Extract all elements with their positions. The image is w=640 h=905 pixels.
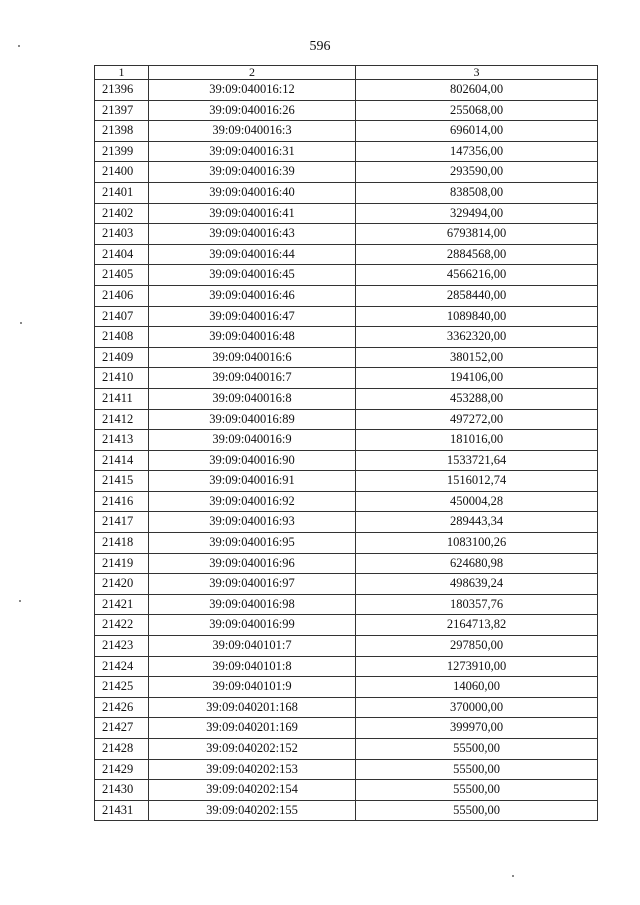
cadastral-number-cell: 39:09:040016:90	[149, 450, 356, 471]
cadastral-value-cell: 2858440,00	[356, 285, 598, 306]
cadastral-number-cell: 39:09:040201:168	[149, 697, 356, 718]
cadastral-number-cell: 39:09:040016:40	[149, 182, 356, 203]
cadastral-value-cell: 14060,00	[356, 677, 598, 698]
table-row	[95, 491, 598, 512]
row-number-cell: 21405	[95, 265, 149, 286]
cadastral-value-cell: 255068,00	[356, 100, 598, 121]
table-row	[95, 677, 598, 698]
page-number: 596	[309, 39, 331, 54]
table-row	[95, 203, 598, 224]
cadastral-value-cell: 1516012,74	[356, 471, 598, 492]
cadastral-number-cell: 39:09:040016:39	[149, 162, 356, 183]
cadastral-value-cell: 329494,00	[356, 203, 598, 224]
table-row	[95, 347, 598, 368]
table-row	[95, 162, 598, 183]
cadastral-number-cell: 39:09:040016:91	[149, 471, 356, 492]
cadastral-value-table-container	[94, 65, 597, 821]
row-number-cell: 21413	[95, 430, 149, 451]
cadastral-number-cell: 39:09:040101:7	[149, 636, 356, 657]
cadastral-value-cell: 297850,00	[356, 636, 598, 657]
table-row	[95, 574, 598, 595]
cadastral-value-table	[94, 65, 598, 821]
cadastral-number-cell: 39:09:040016:48	[149, 327, 356, 348]
row-number-cell: 21422	[95, 615, 149, 636]
column-header-1: 1	[95, 66, 149, 80]
cadastral-value-cell: 838508,00	[356, 182, 598, 203]
table-row	[95, 182, 598, 203]
scan-speck	[18, 45, 20, 47]
table-row	[95, 224, 598, 245]
row-number-cell: 21425	[95, 677, 149, 698]
cadastral-number-cell: 39:09:040016:26	[149, 100, 356, 121]
cadastral-value-cell: 147356,00	[356, 141, 598, 162]
cadastral-number-cell: 39:09:040016:6	[149, 347, 356, 368]
row-number-cell: 21409	[95, 347, 149, 368]
row-number-cell: 21412	[95, 409, 149, 430]
table-row	[95, 327, 598, 348]
row-number-cell: 21427	[95, 718, 149, 739]
row-number-cell: 21414	[95, 450, 149, 471]
table-row	[95, 368, 598, 389]
row-number-cell: 21411	[95, 388, 149, 409]
cadastral-value-cell: 55500,00	[356, 780, 598, 801]
table-row	[95, 121, 598, 142]
table-row	[95, 471, 598, 492]
column-header-3: 3	[356, 66, 598, 80]
cadastral-value-cell: 453288,00	[356, 388, 598, 409]
cadastral-value-cell: 399970,00	[356, 718, 598, 739]
row-number-cell: 21404	[95, 244, 149, 265]
row-number-cell: 21415	[95, 471, 149, 492]
cadastral-value-cell: 6793814,00	[356, 224, 598, 245]
row-number-cell: 21418	[95, 533, 149, 554]
table-row	[95, 533, 598, 554]
cadastral-number-cell: 39:09:040016:92	[149, 491, 356, 512]
row-number-cell: 21431	[95, 800, 149, 821]
row-number-cell: 21419	[95, 553, 149, 574]
cadastral-value-cell: 289443,34	[356, 512, 598, 533]
cadastral-value-cell: 370000,00	[356, 697, 598, 718]
cadastral-value-cell: 3362320,00	[356, 327, 598, 348]
row-number-cell: 21402	[95, 203, 149, 224]
cadastral-value-cell: 450004,28	[356, 491, 598, 512]
table-row	[95, 80, 598, 101]
cadastral-value-cell: 55500,00	[356, 759, 598, 780]
cadastral-value-cell: 624680,98	[356, 553, 598, 574]
row-number-cell: 21406	[95, 285, 149, 306]
cadastral-value-cell: 194106,00	[356, 368, 598, 389]
row-number-cell: 21398	[95, 121, 149, 142]
cadastral-number-cell: 39:09:040016:98	[149, 594, 356, 615]
cadastral-value-cell: 2164713,82	[356, 615, 598, 636]
table-row	[95, 430, 598, 451]
table-row	[95, 718, 598, 739]
row-number-cell: 21397	[95, 100, 149, 121]
table-row	[95, 780, 598, 801]
cadastral-number-cell: 39:09:040016:31	[149, 141, 356, 162]
table-row	[95, 656, 598, 677]
row-number-cell: 21429	[95, 759, 149, 780]
column-header-2: 2	[149, 66, 356, 80]
cadastral-number-cell: 39:09:040016:12	[149, 80, 356, 101]
table-row	[95, 594, 598, 615]
table-row	[95, 388, 598, 409]
row-number-cell: 21416	[95, 491, 149, 512]
cadastral-value-cell: 1083100,26	[356, 533, 598, 554]
cadastral-number-cell: 39:09:040016:41	[149, 203, 356, 224]
cadastral-number-cell: 39:09:040016:93	[149, 512, 356, 533]
scan-speck	[19, 600, 21, 602]
cadastral-value-cell: 4566216,00	[356, 265, 598, 286]
row-number-cell: 21423	[95, 636, 149, 657]
cadastral-number-cell: 39:09:040016:99	[149, 615, 356, 636]
row-number-cell: 21421	[95, 594, 149, 615]
cadastral-number-cell: 39:09:040101:9	[149, 677, 356, 698]
cadastral-value-cell: 55500,00	[356, 739, 598, 760]
scan-speck	[512, 875, 514, 877]
table-row	[95, 244, 598, 265]
cadastral-number-cell: 39:09:040202:154	[149, 780, 356, 801]
table-row	[95, 759, 598, 780]
table-row	[95, 512, 598, 533]
cadastral-number-cell: 39:09:040016:89	[149, 409, 356, 430]
row-number-cell: 21410	[95, 368, 149, 389]
cadastral-number-cell: 39:09:040202:153	[149, 759, 356, 780]
cadastral-number-cell: 39:09:040016:95	[149, 533, 356, 554]
cadastral-number-cell: 39:09:040016:44	[149, 244, 356, 265]
cadastral-number-cell: 39:09:040016:96	[149, 553, 356, 574]
cadastral-number-cell: 39:09:040016:7	[149, 368, 356, 389]
cadastral-value-cell: 293590,00	[356, 162, 598, 183]
table-row	[95, 141, 598, 162]
row-number-cell: 21396	[95, 80, 149, 101]
cadastral-value-cell: 802604,00	[356, 80, 598, 101]
row-number-cell: 21430	[95, 780, 149, 801]
cadastral-value-cell: 497272,00	[356, 409, 598, 430]
table-row	[95, 636, 598, 657]
cadastral-number-cell: 39:09:040016:43	[149, 224, 356, 245]
cadastral-number-cell: 39:09:040016:8	[149, 388, 356, 409]
row-number-cell: 21399	[95, 141, 149, 162]
table-row	[95, 615, 598, 636]
cadastral-number-cell: 39:09:040016:97	[149, 574, 356, 595]
table-row	[95, 409, 598, 430]
cadastral-value-cell: 1533721,64	[356, 450, 598, 471]
row-number-cell: 21407	[95, 306, 149, 327]
table-body	[95, 80, 598, 821]
row-number-cell: 21428	[95, 739, 149, 760]
cadastral-value-cell: 1273910,00	[356, 656, 598, 677]
row-number-cell: 21417	[95, 512, 149, 533]
row-number-cell: 21403	[95, 224, 149, 245]
table-row	[95, 697, 598, 718]
scan-speck	[20, 322, 22, 324]
cadastral-value-cell: 380152,00	[356, 347, 598, 368]
cadastral-number-cell: 39:09:040016:3	[149, 121, 356, 142]
table-row	[95, 739, 598, 760]
row-number-cell: 21424	[95, 656, 149, 677]
row-number-cell: 21401	[95, 182, 149, 203]
row-number-cell: 21408	[95, 327, 149, 348]
cadastral-number-cell: 39:09:040101:8	[149, 656, 356, 677]
table-row	[95, 100, 598, 121]
cadastral-number-cell: 39:09:040201:169	[149, 718, 356, 739]
table-row	[95, 285, 598, 306]
table-row	[95, 306, 598, 327]
table-row	[95, 553, 598, 574]
table-row	[95, 450, 598, 471]
cadastral-value-cell: 498639,24	[356, 574, 598, 595]
row-number-cell: 21426	[95, 697, 149, 718]
cadastral-number-cell: 39:09:040016:9	[149, 430, 356, 451]
table-row	[95, 265, 598, 286]
cadastral-value-cell: 181016,00	[356, 430, 598, 451]
cadastral-value-cell: 55500,00	[356, 800, 598, 821]
cadastral-number-cell: 39:09:040016:47	[149, 306, 356, 327]
cadastral-number-cell: 39:09:040016:46	[149, 285, 356, 306]
cadastral-value-cell: 180357,76	[356, 594, 598, 615]
cadastral-value-cell: 1089840,00	[356, 306, 598, 327]
cadastral-number-cell: 39:09:040202:152	[149, 739, 356, 760]
table-row	[95, 800, 598, 821]
cadastral-number-cell: 39:09:040016:45	[149, 265, 356, 286]
cadastral-value-cell: 696014,00	[356, 121, 598, 142]
row-number-cell: 21400	[95, 162, 149, 183]
table-header-row	[95, 66, 598, 80]
row-number-cell: 21420	[95, 574, 149, 595]
cadastral-number-cell: 39:09:040202:155	[149, 800, 356, 821]
cadastral-value-cell: 2884568,00	[356, 244, 598, 265]
